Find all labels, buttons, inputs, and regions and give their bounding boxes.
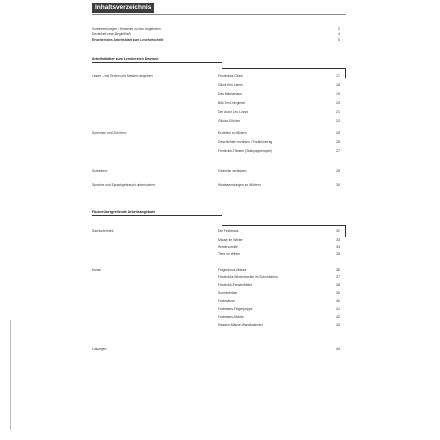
toc-entry: Fredericks Wintervorräte im Schuhkarton (218, 275, 278, 279)
toc-entry: Tiere im Winter (218, 252, 241, 256)
toc-entry: Fredericks Glück (218, 74, 243, 78)
toc-page: 26 (336, 140, 340, 144)
toc-entry: Wortsammlungen zu Wörtern (218, 183, 261, 187)
toc-page: 44 (336, 347, 340, 351)
intro-page: 5 (338, 38, 340, 42)
intro-line: Vorbemerkungen / Hinweise zu den Angeboten (92, 27, 161, 31)
section-rule (92, 215, 222, 216)
toc-entry: Frederick-Fensterbilder (218, 283, 253, 287)
toc-page: 30 (336, 183, 340, 187)
toc-page: 17 (336, 74, 340, 78)
toc-page: 42 (336, 315, 340, 319)
section-rule (222, 68, 346, 69)
title-rule (92, 14, 346, 15)
intro-page: 4 (338, 32, 340, 36)
category-label: Sachunterricht: (92, 229, 115, 233)
toc-entry: Wintervorräte (218, 245, 238, 249)
toc-entry: Klassen-Mäuse-Wandkalender (218, 323, 263, 327)
toc-entry: Frederick-Theater (Stabpuppenspiel) (218, 149, 272, 153)
toc-entry: Gedichte verfassen (218, 169, 247, 173)
toc-page: 27 (336, 149, 340, 153)
toc-entry: Sonnenbilder (218, 291, 238, 295)
category-label: Lesen – mit Texten und Medien umgehen: (92, 74, 154, 78)
toc-page: 29 (336, 169, 340, 173)
section-rule (222, 225, 346, 226)
toc-page: 41 (336, 307, 340, 311)
toc-entry: Erzählen zu Bildern (218, 131, 247, 135)
margin-rule (10, 320, 11, 430)
toc-page: 37 (336, 275, 340, 279)
category-label: Schreiben: (92, 169, 108, 173)
toc-page: 36 (336, 268, 340, 272)
toc-entry: Geschichten erzählen / Erzählvortrag (218, 140, 273, 144)
intro-line: Deckblatt Lese-Begleitheft (92, 32, 131, 36)
toc-page: 22 (336, 119, 340, 123)
toc-page: 20 (336, 101, 340, 105)
category-label: Sprechen und Zuhören: (92, 131, 127, 135)
toc-page: 34 (336, 245, 340, 249)
toc-entry: Der Autor Leo Lionni (218, 110, 249, 114)
toc-page: 40 (336, 299, 340, 303)
toc-page: 18 (336, 83, 340, 87)
toc-entry: Bild-Text-Vergleich (218, 101, 246, 105)
toc-page: 43 (336, 323, 340, 327)
category-label: Kunst: (92, 268, 102, 272)
toc-page: 38 (336, 283, 340, 287)
category-label: Sprache und Sprachgebrauch untersuchen: (92, 183, 156, 187)
section-rule (92, 62, 222, 63)
toc-page: 21 (336, 110, 340, 114)
toc-page: 19 (336, 92, 340, 96)
page-title: Inhaltsverzeichnis (92, 3, 154, 13)
section-heading: Fächerübergreifende Arbeitsangebote (92, 210, 156, 214)
toc-entry: Fingerdruck-Mäuse (218, 268, 247, 272)
toc-page: 39 (336, 291, 340, 295)
section-heading: Arbeitsblätter zum Lernbereich Deutsch (92, 57, 159, 61)
toc-entry: Glücks-Elfchen (218, 119, 241, 123)
intro-line: Erweiterndes Arbeitsblatt zum Lesefortschritt (92, 38, 164, 42)
toc-entry: Farbmaus-Fingerpuppe (218, 307, 253, 311)
toc-entry: Die Feldmaus (218, 229, 239, 233)
toc-entry: Farbmäuse (218, 299, 235, 303)
toc-page: 25 (336, 131, 340, 135)
toc-page: 35 (336, 252, 340, 256)
toc-entry: Mäuse im Winter (218, 238, 243, 242)
toc-entry: Glück fürs Leben (218, 83, 243, 87)
section-bar (345, 68, 346, 78)
toc-page: 32 (336, 229, 340, 233)
intro-page: 2 (338, 27, 340, 31)
toc-entry: Das Mäusehaus (218, 92, 242, 96)
toc-entry: Farbmaus-Mobile (218, 315, 244, 319)
section-bar (345, 225, 346, 237)
category-label: Lösungen (92, 347, 107, 351)
toc-page: 33 (336, 238, 340, 242)
